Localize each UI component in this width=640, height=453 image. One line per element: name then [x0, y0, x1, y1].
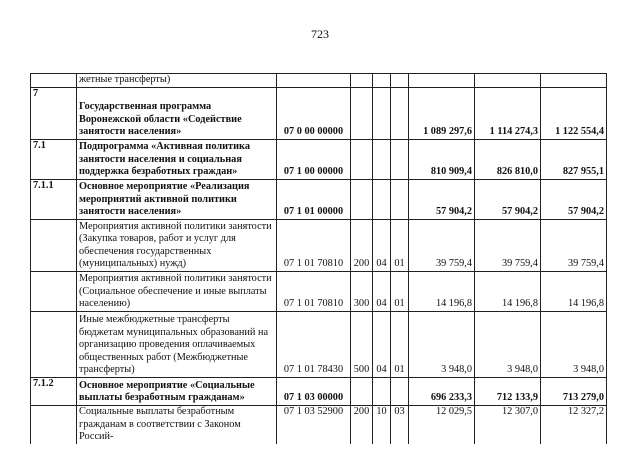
row-number: 7.1.1	[31, 180, 77, 220]
row-name: Социальные выплаты безработным гражданам в соответствии с Законом Россий-	[77, 406, 277, 444]
row-number: 7	[31, 88, 77, 140]
table-row	[31, 272, 607, 312]
table-row	[31, 312, 607, 378]
row-number	[31, 406, 77, 444]
row-value-year2: 3 948,0	[475, 312, 541, 378]
row-section: 10	[373, 406, 391, 444]
row-value-year2: 14 196,8	[475, 272, 541, 312]
row-value-year1: 1 089 297,6	[409, 88, 475, 140]
row-code: 07 1 01 78430	[277, 312, 351, 378]
row-code: 07 0 00 00000	[277, 88, 351, 140]
row-value-year1: 3 948,0	[409, 312, 475, 378]
row-number	[31, 74, 77, 88]
row-value-year1: 696 233,3	[409, 378, 475, 406]
row-name: Подпрограмма «Активная политика занятости населения и социальная поддержка безработных граждан»	[77, 140, 277, 180]
row-number	[31, 220, 77, 272]
row-name: Мероприятия активной политики занятости (Закупка товаров, работ и услуг для обеспечения государственных (муниципальных) нужд)	[77, 220, 277, 272]
row-value-year1	[409, 74, 475, 88]
row-value-year3: 3 948,0	[541, 312, 607, 378]
row-value-year2: 826 810,0	[475, 140, 541, 180]
table-row	[31, 220, 607, 272]
budget-table	[30, 73, 607, 444]
row-expense-type	[351, 140, 373, 180]
row-section	[373, 180, 391, 220]
table-row	[31, 88, 607, 140]
table-row	[31, 74, 607, 88]
row-section: 04	[373, 312, 391, 378]
row-subsection	[391, 74, 409, 88]
table-row	[31, 406, 607, 444]
row-subsection: 01	[391, 220, 409, 272]
row-section	[373, 74, 391, 88]
row-value-year3: 1 122 554,4	[541, 88, 607, 140]
row-name: Основное мероприятие «Социальные выплаты безработным гражданам»	[77, 378, 277, 406]
row-code: 07 1 03 00000	[277, 378, 351, 406]
row-expense-type	[351, 74, 373, 88]
row-value-year2	[475, 74, 541, 88]
row-subsection: 01	[391, 272, 409, 312]
row-code: 07 1 03 52900	[277, 406, 351, 444]
row-subsection	[391, 378, 409, 406]
row-subsection	[391, 180, 409, 220]
row-value-year1: 14 196,8	[409, 272, 475, 312]
row-section	[373, 378, 391, 406]
row-value-year2: 39 759,4	[475, 220, 541, 272]
row-section	[373, 140, 391, 180]
row-section: 04	[373, 220, 391, 272]
row-number	[31, 312, 77, 378]
row-number: 7.1	[31, 140, 77, 180]
row-value-year3: 713 279,0	[541, 378, 607, 406]
row-value-year3: 12 327,2	[541, 406, 607, 444]
row-value-year2: 12 307,0	[475, 406, 541, 444]
row-section: 04	[373, 272, 391, 312]
row-expense-type	[351, 180, 373, 220]
row-subsection: 01	[391, 312, 409, 378]
table-row	[31, 378, 607, 406]
row-name: жетные трансферты)	[77, 74, 277, 88]
row-subsection: 03	[391, 406, 409, 444]
row-expense-type: 300	[351, 272, 373, 312]
row-value-year2: 712 133,9	[475, 378, 541, 406]
row-name: Основное мероприятие «Реализация мероприятий активной политики занятости населения»	[77, 180, 277, 220]
row-code: 07 1 01 00000	[277, 180, 351, 220]
row-code: 07 1 00 00000	[277, 140, 351, 180]
row-value-year1: 57 904,2	[409, 180, 475, 220]
row-subsection	[391, 88, 409, 140]
row-expense-type: 200	[351, 220, 373, 272]
row-value-year3: 57 904,2	[541, 180, 607, 220]
row-value-year1: 39 759,4	[409, 220, 475, 272]
row-value-year3: 39 759,4	[541, 220, 607, 272]
row-code	[277, 74, 351, 88]
row-value-year1: 810 909,4	[409, 140, 475, 180]
row-name: Государственная программа Воронежской области «Содействие занятости населения»	[77, 88, 277, 140]
row-value-year2: 1 114 274,3	[475, 88, 541, 140]
row-value-year3	[541, 74, 607, 88]
row-subsection	[391, 140, 409, 180]
page-number: 723	[311, 27, 329, 41]
row-code: 07 1 01 70810	[277, 272, 351, 312]
row-expense-type: 500	[351, 312, 373, 378]
row-name: Иные межбюджетные трансферты бюджетам муниципальных образований на организацию проведения оплачиваемых общественных работ (Межбюджетные трансферты)	[77, 312, 277, 378]
row-value-year1: 12 029,5	[409, 406, 475, 444]
row-name: Мероприятия активной политики занятости (Социальное обеспечение и иные выплаты населению)	[77, 272, 277, 312]
table-row	[31, 140, 607, 180]
row-value-year3: 827 955,1	[541, 140, 607, 180]
row-code: 07 1 01 70810	[277, 220, 351, 272]
table-row	[31, 180, 607, 220]
row-expense-type: 200	[351, 406, 373, 444]
row-expense-type	[351, 378, 373, 406]
row-value-year3: 14 196,8	[541, 272, 607, 312]
row-number: 7.1.2	[31, 378, 77, 406]
row-number	[31, 272, 77, 312]
row-expense-type	[351, 88, 373, 140]
row-value-year2: 57 904,2	[475, 180, 541, 220]
row-section	[373, 88, 391, 140]
